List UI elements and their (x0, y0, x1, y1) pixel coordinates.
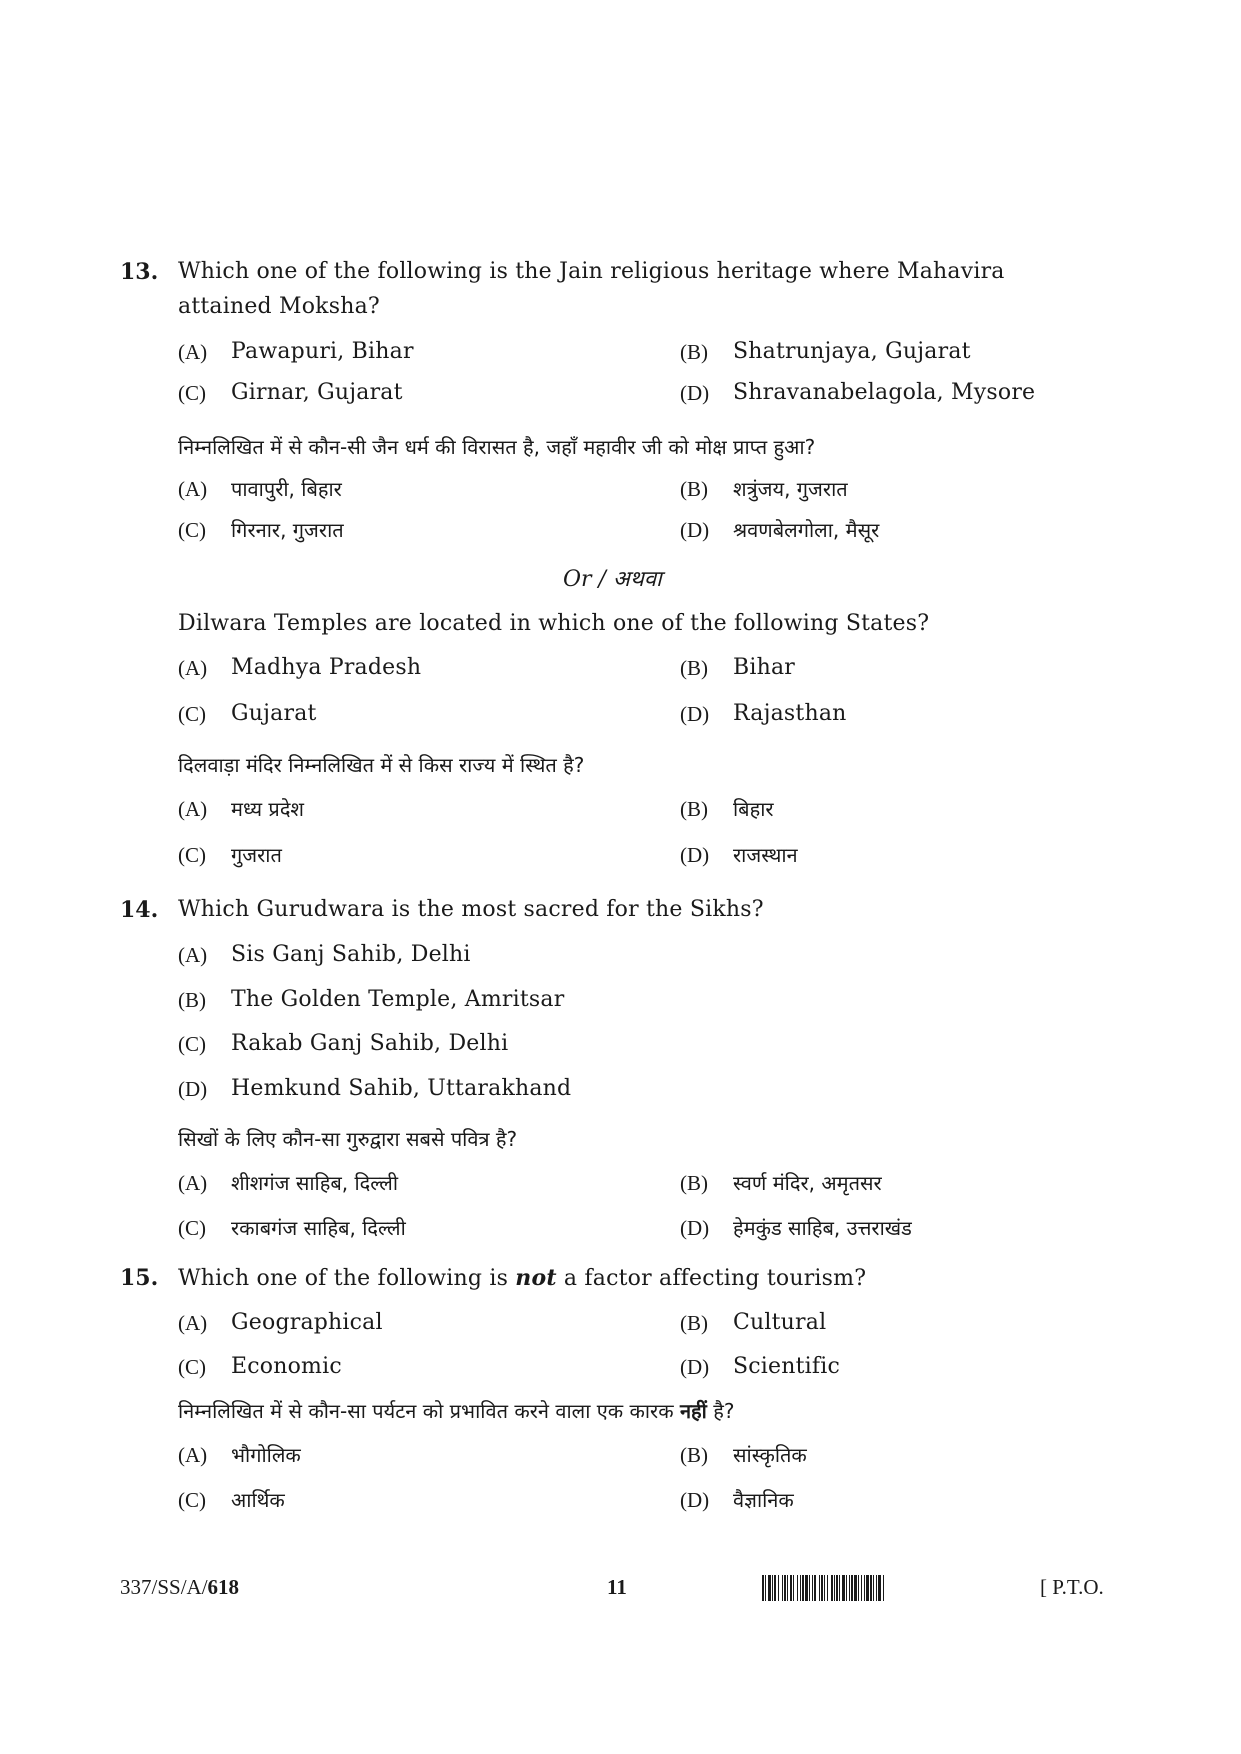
paper-code-number: 618 (207, 1575, 240, 1599)
q15-hindi-option-c-label: (C) (178, 1488, 206, 1512)
q14-option-a: Sis Ganj Sahib, Delhi (231, 942, 471, 967)
q13-alt-hindi-option-a: मध्य प्रदेश (231, 797, 305, 821)
q14-option-d-label: (D) (178, 1077, 208, 1101)
question-13-hindi-text: निम्नलिखित में से कौन-सी जैन धर्म की विरासत है, जहाँ महावीर जी को मोक्ष प्राप्त हुआ? (178, 435, 816, 459)
barcode-bar (884, 1575, 885, 1601)
question-15-hindi-emphasis: नहीं (679, 1399, 707, 1423)
q13-alt-option-b-label: (B) (680, 656, 708, 680)
q13-hindi-option-d-label: (D) (680, 518, 710, 542)
page-number: 11 (607, 1575, 627, 1599)
q13-option-b-label: (B) (680, 340, 708, 364)
question-14-text: Which Gurudwara is the most sacred for the Sikhs? (178, 897, 764, 922)
q13-hindi-option-a: पावापुरी, बिहार (231, 477, 342, 501)
q14-option-b-label: (B) (178, 988, 206, 1012)
q15-hindi-option-b-label: (B) (680, 1443, 708, 1467)
q13-option-a: Pawapuri, Bihar (231, 339, 414, 364)
or-separator: Or / अथवा (563, 567, 662, 592)
q13-hindi-option-c: गिरनार, गुजरात (231, 518, 344, 542)
question-13-alt-text: Dilwara Temples are located in which one of the following States? (178, 611, 930, 636)
q13-alt-hindi-option-c: गुजरात (231, 843, 282, 867)
q15-hindi-option-d: वैज्ञानिक (733, 1488, 794, 1512)
q13-hindi-option-c-label: (C) (178, 518, 206, 542)
barcode (762, 1575, 1022, 1601)
question-14-number: 14. (120, 897, 159, 923)
q13-hindi-option-d: श्रवणबेलगोला, मैसूर (733, 518, 880, 542)
q14-hindi-option-b-label: (B) (680, 1171, 708, 1195)
pto-label: [ P.T.O. (1040, 1575, 1104, 1599)
q15-option-c: Economic (231, 1354, 342, 1379)
question-15-number: 15. (120, 1265, 159, 1291)
paper-code (120, 1572, 239, 1602)
q15-hindi-option-a: भौगोलिक (231, 1443, 301, 1467)
q14-option-b: The Golden Temple, Amritsar (231, 987, 565, 1012)
question-15-emphasis: not (515, 1265, 557, 1291)
q15-hindi-option-c: आर्थिक (231, 1488, 285, 1512)
question-13-text-line1: Which one of the following is the Jain religious heritage where Mahavira (178, 259, 1005, 284)
q15-option-b-label: (B) (680, 1311, 708, 1335)
q13-alt-hindi-option-d-label: (D) (680, 843, 710, 867)
q13-alt-option-a-label: (A) (178, 656, 208, 680)
q13-hindi-option-a-label: (A) (178, 477, 208, 501)
q15-option-a-label: (A) (178, 1311, 208, 1335)
q15-hindi-option-d-label: (D) (680, 1488, 710, 1512)
q14-option-d: Hemkund Sahib, Uttarakhand (231, 1076, 572, 1101)
q14-hindi-option-b: स्वर्ण मंदिर, अमृतसर (733, 1171, 882, 1195)
q14-hindi-option-c: रकाबगंज साहिब, दिल्ली (231, 1216, 406, 1240)
q14-option-a-label: (A) (178, 943, 208, 967)
question-15-text-post: a factor affecting tourism? (556, 1266, 867, 1291)
q13-alt-hindi-option-b-label: (B) (680, 797, 708, 821)
question-13-alt-hindi-text: दिलवाड़ा मंदिर निम्नलिखित में से किस राज्य में स्थित है? (178, 753, 585, 777)
question-14-hindi-text: सिखों के लिए कौन-सा गुरुद्वारा सबसे पवित्र है? (178, 1127, 518, 1151)
question-15-text (178, 1263, 866, 1294)
q15-option-b: Cultural (733, 1310, 827, 1335)
q13-alt-hindi-option-b: बिहार (733, 797, 774, 821)
q14-option-c-label: (C) (178, 1032, 206, 1056)
q13-alt-hindi-option-a-label: (A) (178, 797, 208, 821)
question-15-hindi-post: है? (706, 1399, 735, 1423)
question-15-text-pre: Which one of the following is (178, 1266, 516, 1291)
q15-option-d-label: (D) (680, 1355, 710, 1379)
q13-alt-option-c-label: (C) (178, 702, 206, 726)
q13-option-a-label: (A) (178, 340, 208, 364)
q15-option-a: Geographical (231, 1310, 383, 1335)
q15-option-d: Scientific (733, 1354, 840, 1379)
q13-hindi-option-b-label: (B) (680, 477, 708, 501)
q13-alt-option-d-label: (D) (680, 702, 710, 726)
q13-alt-option-b: Bihar (733, 655, 796, 680)
q13-option-c: Girnar, Gujarat (231, 380, 403, 405)
q13-option-b: Shatrunjaya, Gujarat (733, 339, 971, 364)
paper-code-prefix: 337/SS/A/ (120, 1575, 208, 1599)
q14-hindi-option-a: शीशगंज साहिब, दिल्ली (231, 1171, 399, 1195)
q13-option-d: Shravanabelagola, Mysore (733, 380, 1036, 405)
q14-hindi-option-c-label: (C) (178, 1216, 206, 1240)
q13-alt-hindi-option-d: राजस्थान (733, 843, 798, 867)
question-15-hindi-text (178, 1396, 734, 1426)
q13-option-c-label: (C) (178, 381, 206, 405)
q15-hindi-option-b: सांस्कृतिक (733, 1443, 807, 1467)
q15-option-c-label: (C) (178, 1355, 206, 1379)
q14-hindi-option-a-label: (A) (178, 1171, 208, 1195)
q13-alt-option-c: Gujarat (231, 701, 317, 726)
question-13-text-line2: attained Moksha? (178, 294, 380, 319)
q13-alt-option-d: Rajasthan (733, 701, 847, 726)
q13-option-d-label: (D) (680, 381, 710, 405)
question-13-number: 13. (120, 259, 159, 285)
q14-hindi-option-d: हेमकुंड साहिब, उत्तराखंड (733, 1216, 912, 1240)
q15-hindi-option-a-label: (A) (178, 1443, 208, 1467)
q13-alt-hindi-option-c-label: (C) (178, 843, 206, 867)
question-15-hindi-pre: निम्नलिखित में से कौन-सा पर्यटन को प्रभावित करने वाला एक कारक (178, 1399, 680, 1423)
q13-hindi-option-b: शत्रुंजय, गुजरात (733, 477, 848, 501)
q14-option-c: Rakab Ganj Sahib, Delhi (231, 1031, 509, 1056)
q13-alt-option-a: Madhya Pradesh (231, 655, 422, 680)
q14-hindi-option-d-label: (D) (680, 1216, 710, 1240)
